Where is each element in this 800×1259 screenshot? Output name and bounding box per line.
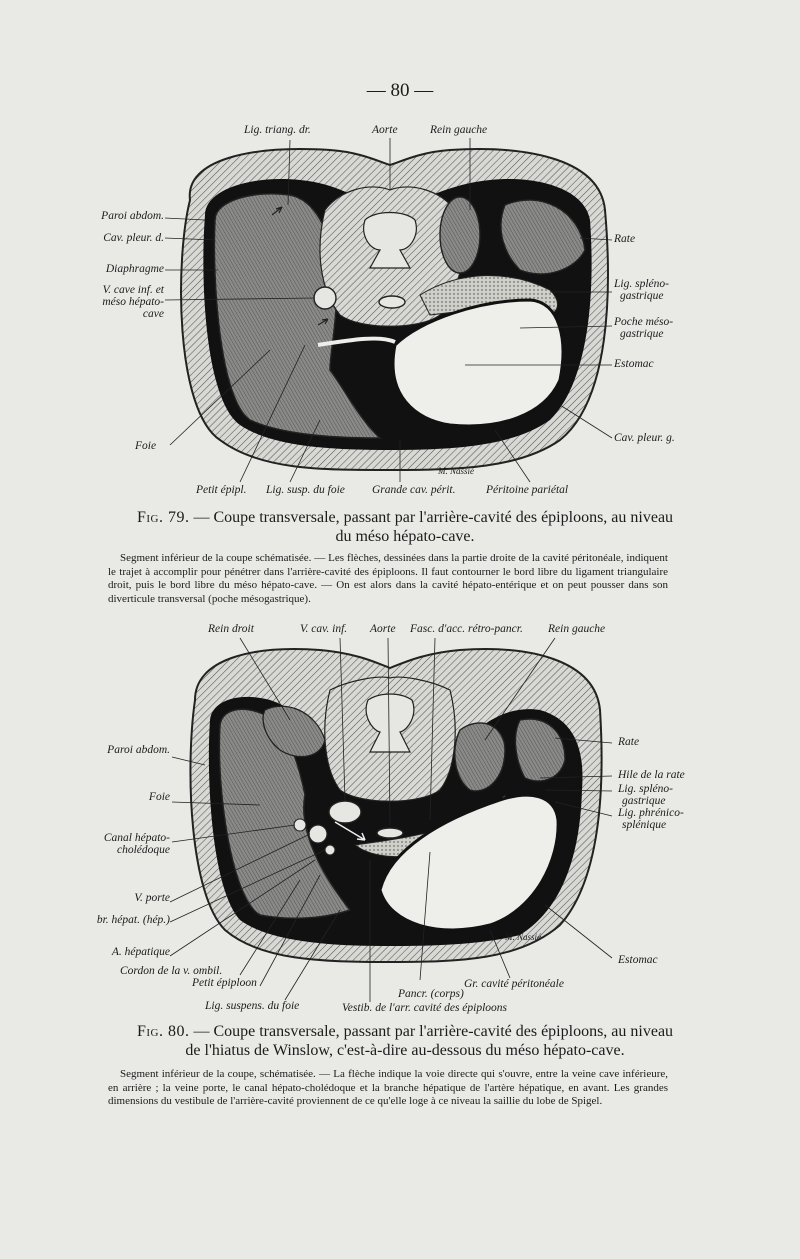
- label-lig-spleno-2: gastrique: [622, 795, 666, 807]
- label-aorte: Aorte: [372, 124, 398, 136]
- label-paroi: Paroi abdom.: [101, 210, 164, 222]
- label-cav-pleur-g: Cav. pleur. g.: [614, 432, 675, 444]
- label-rate: Rate: [614, 233, 636, 245]
- figure-80: [0, 620, 800, 1140]
- hepatocholedochal-canal: [294, 819, 306, 831]
- left-kidney: [440, 197, 480, 273]
- label-br-hepat: br. hépat. (hép.): [96, 914, 170, 926]
- label-estomac: Estomac: [618, 954, 658, 966]
- label-v-cave-2: méso hépato-: [102, 296, 164, 308]
- label-v-cave-1: V. cave inf. et: [102, 284, 164, 296]
- label-petit-epipl: Petit épipl.: [196, 484, 247, 496]
- label-pancr: Pancr. (corps): [398, 988, 464, 1000]
- label-lig-phrenico-2: splénique: [622, 819, 667, 831]
- label-hile: Hile de la rate: [618, 769, 685, 781]
- signature-79: M. Nassié: [438, 466, 474, 476]
- figure-79: [0, 120, 800, 610]
- label-rein-gauche: Rein gauche: [548, 623, 606, 635]
- page-number: — 80 —: [366, 80, 434, 101]
- caption-79-number: Fig. 79.: [136, 509, 190, 526]
- label-diaphragme: Diaphragme: [105, 263, 164, 275]
- caption-80-line2: de l'hiatus de Winslow, c'est-à-dire au-dessous du méso hépato-cave.: [185, 1042, 625, 1059]
- label-gr-cavite: Gr. cavité péritonéale: [464, 978, 564, 990]
- label-lig-spleno-1: Lig. spléno-: [618, 783, 673, 795]
- label-rein-gauche: Rein gauche: [430, 124, 488, 136]
- label-canal-2: cholédoque: [116, 844, 170, 856]
- label-v-cave-3: cave: [142, 308, 164, 320]
- label-v-porte: V. porte: [134, 892, 170, 904]
- caption-79-line1: — Coupe transversale, passant par l'arrière-cavité des épiploons, au niveau: [193, 509, 674, 526]
- label-grande-cav: Grande cav. périt.: [372, 484, 456, 496]
- label-rein-droit: Rein droit: [208, 623, 254, 635]
- vena-cava: [329, 801, 361, 823]
- note-80: Segment inférieur de la coupe, schématisée. — La flèche indique la voie directe qui s'ouvre, entre la veine cave inférieure, en arrière ; la veine porte, le canal hépato-cholédoque et la branche hépatique de l'artère hépatique, en avant. Les grandes dimensions du vestibule de l'arrière-cavité proviennent de ce qu'elle loge à ce niveau la saillie du lobe de Spigel.: [108, 1068, 668, 1107]
- hepatic-artery: [325, 845, 335, 855]
- label-canal-1: Canal hépato-: [103, 832, 170, 844]
- label-fasc: Fasc. d'acc. rétro-pancr.: [410, 623, 523, 635]
- caption-80-line1: — Coupe transversale, passant par l'arrière-cavité des épiploons, au niveau: [193, 1023, 674, 1040]
- label-lig-triang: Lig. triang. dr.: [244, 124, 311, 136]
- label-lig-spleno-2: gastrique: [620, 290, 664, 302]
- note-79: Segment inférieur de la coupe schématisée. — Les flèches, dessinées dans la partie droite de la cavité péritonéale, indiquent le trajet à accomplir pour pénétrer dans l'arrière-cavité des épiploons. Il faut contourner le bord libre du ligament triangulaire droit, puis le bord libre du méso hépato-cave. — On est alors dans la cavité hépato-entérique et on peut pousser dans son diverticule transversal (poche mésogastrique).: [108, 552, 668, 605]
- aorta: [379, 296, 405, 308]
- label-rate: Rate: [618, 736, 640, 748]
- label-paroi: Paroi abdom.: [107, 744, 170, 756]
- caption-79-line2: du méso hépato-cave.: [335, 528, 475, 545]
- label-lig-suspens: Lig. suspens. du foie: [205, 1000, 300, 1012]
- signature-80: M. Nassié: [505, 932, 541, 942]
- caption-80-number: Fig. 80.: [136, 1023, 190, 1040]
- label-foie: Foie: [135, 440, 157, 452]
- caption-80: [80, 1022, 730, 1060]
- label-estomac: Estomac: [614, 358, 654, 370]
- label-cav-pleur-d: Cav. pleur. d.: [103, 232, 164, 244]
- aorta: [377, 828, 403, 838]
- vena-cava: [314, 287, 336, 309]
- label-poche-2: gastrique: [620, 328, 664, 340]
- label-aorte: Aorte: [370, 623, 396, 635]
- label-lig-susp: Lig. susp. du foie: [266, 484, 345, 496]
- label-peritoine: Péritoine pariétal: [486, 484, 569, 496]
- label-lig-phrenico-1: Lig. phrénico-: [618, 807, 684, 819]
- caption-79: [80, 508, 730, 546]
- label-lig-spleno-1: Lig. spléno-: [614, 278, 669, 290]
- label-v-cav-inf: V. cav. inf.: [300, 623, 348, 635]
- portal-vein: [309, 825, 327, 843]
- label-cordon: Cordon de la v. ombil.: [120, 965, 223, 977]
- label-a-hepatique: A. hépatique: [111, 946, 170, 958]
- label-petit-epiploon: Petit épiploon: [192, 977, 257, 989]
- label-vestib: Vestib. de l'arr. cavité des épiploons: [342, 1002, 508, 1014]
- label-foie: Foie: [148, 791, 170, 803]
- label-poche-1: Poche méso-: [614, 316, 674, 328]
